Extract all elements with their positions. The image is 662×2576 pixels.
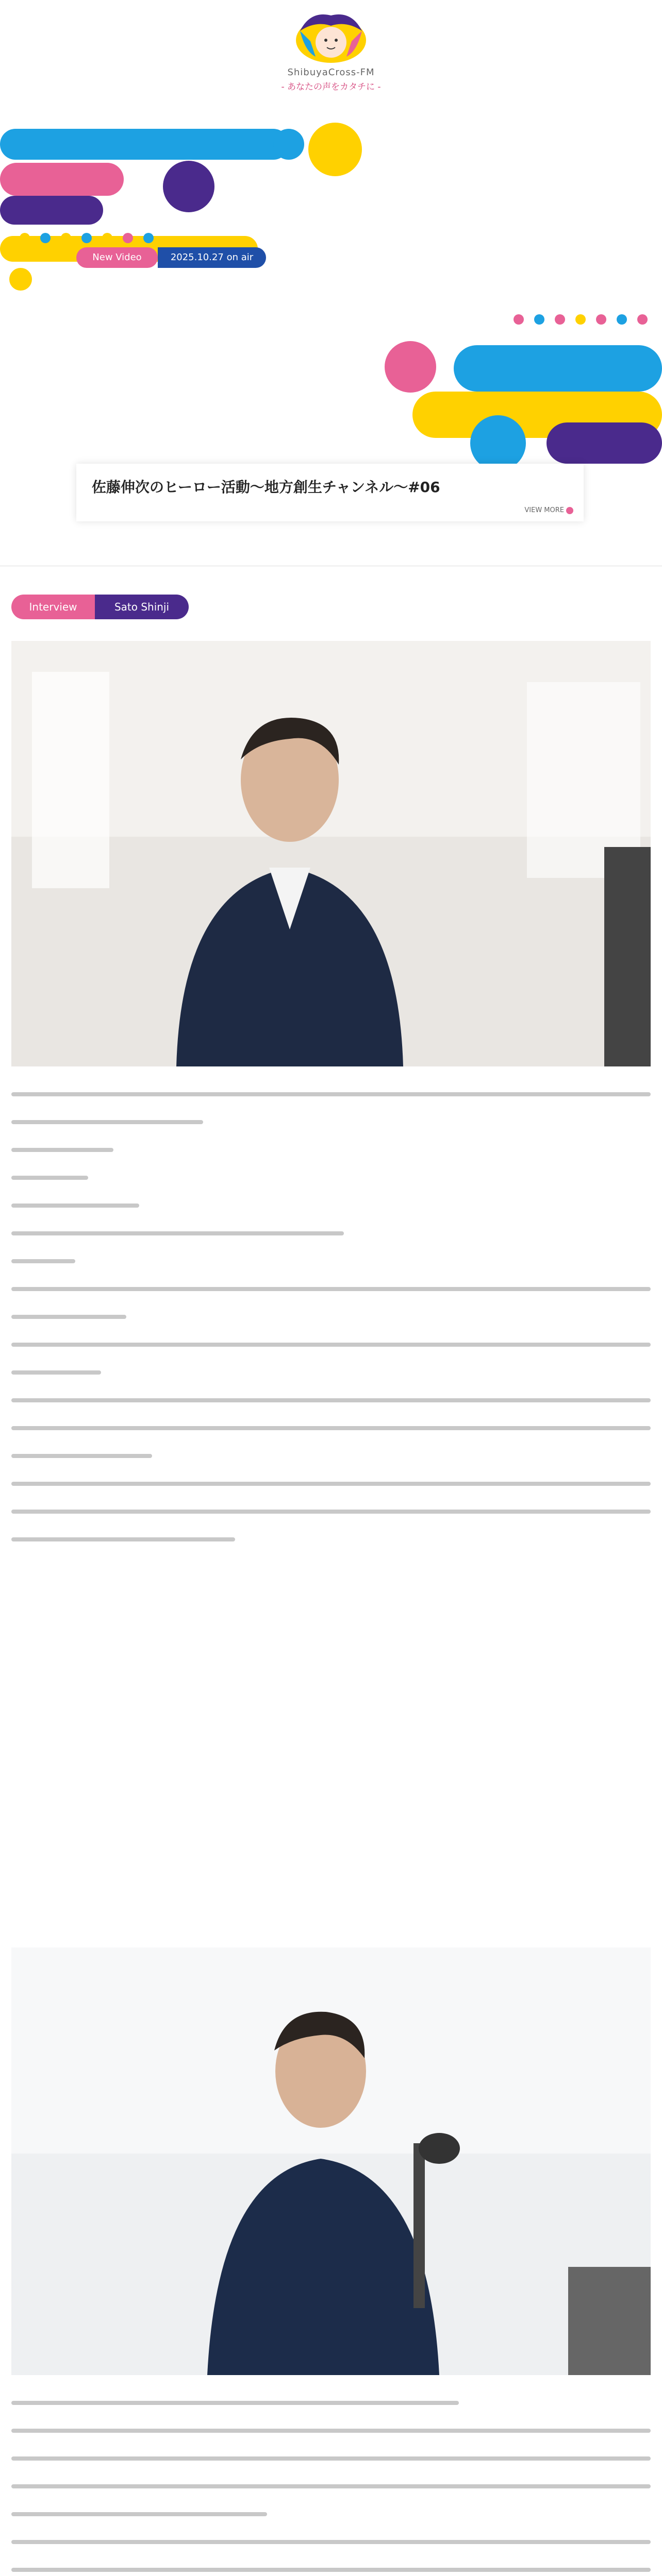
view-more-label[interactable]: VIEW MORE bbox=[524, 506, 564, 514]
site-name: ShibuyaCross-FM bbox=[287, 67, 375, 78]
tag-person[interactable]: Sato Shinji bbox=[95, 595, 189, 619]
featured-video-card[interactable] bbox=[76, 464, 584, 521]
station-logo-icon[interactable] bbox=[290, 10, 372, 67]
interview-photo-2 bbox=[11, 1947, 651, 2375]
tag-interview[interactable]: Interview bbox=[11, 595, 95, 619]
interview-body-1 bbox=[11, 1092, 651, 1565]
interview-photo-1 bbox=[11, 641, 651, 1066]
new-video-badge: New Video bbox=[76, 247, 158, 268]
interview-photo-1-image bbox=[11, 641, 651, 1066]
site-header bbox=[0, 0, 662, 103]
arrow-icon bbox=[566, 507, 573, 514]
featured-video-title[interactable]: 佐藤伸次のヒーロー活動〜地方創生チャンネル〜#06 bbox=[92, 479, 440, 496]
interview-photo-2-image bbox=[11, 1947, 651, 2375]
air-date-badge: 2025.10.27 on air bbox=[158, 247, 266, 268]
site-tagline: - あなたの声をカタチに - bbox=[281, 82, 381, 92]
interview-body-2 bbox=[11, 2401, 651, 2576]
view-more-link[interactable] bbox=[524, 506, 573, 514]
